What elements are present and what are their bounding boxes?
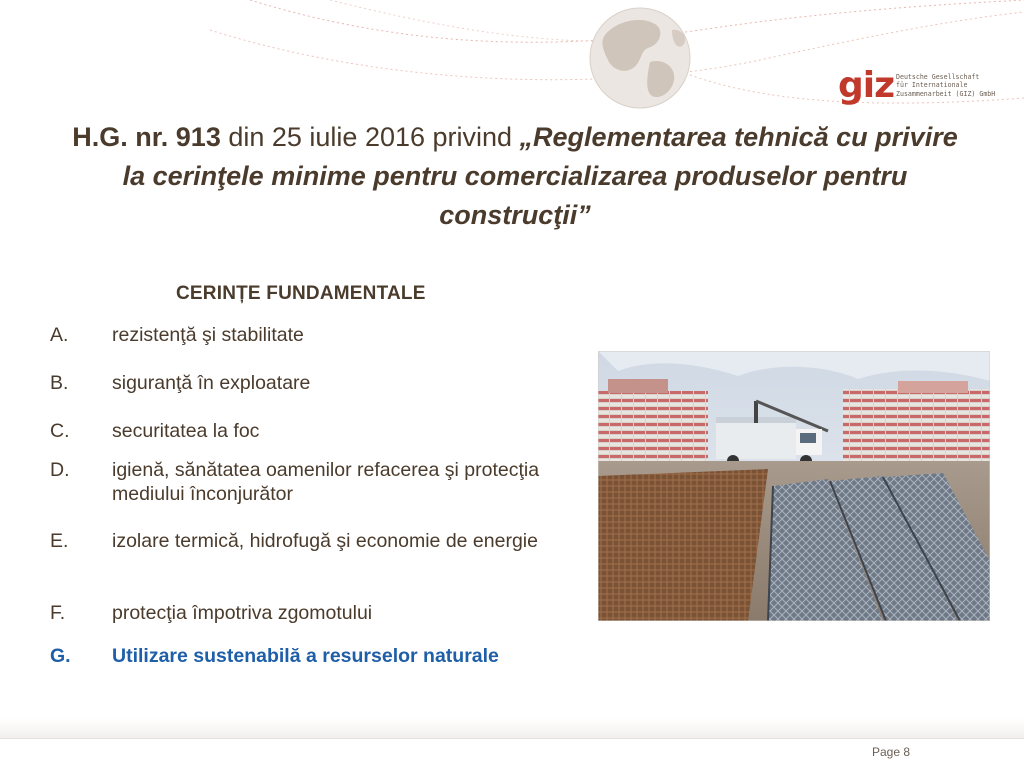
construction-materials-photo: [598, 351, 990, 621]
page-number: Page 8: [872, 745, 911, 759]
requirement-item: [50, 419, 590, 458]
requirement-text: igienă, sănătatea oamenilor refacerea şi protecţia mediului înconjurător: [112, 459, 540, 505]
requirement-letter: C.: [50, 420, 70, 442]
requirement-item-highlighted: [50, 644, 590, 670]
requirement-text: siguranţă în exploatare: [112, 372, 311, 394]
giz-logo-mark: giz: [838, 65, 895, 106]
requirement-item: [50, 601, 590, 644]
requirement-letter: F.: [50, 602, 66, 624]
requirement-item: [50, 529, 578, 601]
giz-logo-text: Deutsche Gesellschaft für Internationale Zusammenarbeit (GIZ) GmbH: [896, 73, 996, 98]
title-decree-name: „Reglementarea tehnică cu privire la cerinţele minime pentru comercializarea produselor pentru construcţii”: [122, 122, 958, 230]
requirement-letter: B.: [50, 372, 69, 394]
requirement-text: izolare termică, hidrofugă şi economie de energie: [112, 530, 538, 552]
requirement-letter: D.: [50, 459, 70, 481]
title-date: din 25 iulie 2016 privind: [220, 122, 520, 152]
footer-divider: [0, 738, 1024, 739]
globe-icon: [590, 8, 690, 108]
slide-title: [60, 118, 970, 235]
requirement-letter: E.: [50, 530, 69, 552]
requirement-item: [50, 371, 590, 419]
requirement-text: securitatea la foc: [112, 420, 260, 442]
requirement-item: [50, 458, 578, 529]
giz-logo: [838, 65, 998, 108]
section-subheading: CERINȚE FUNDAMENTALE: [176, 283, 426, 304]
requirement-text: rezistenţă şi stabilitate: [112, 324, 304, 346]
requirement-text: Utilizare sustenabilă a resurselor naturale: [112, 645, 499, 667]
requirement-text: protecţia împotriva zgomotului: [112, 602, 373, 624]
requirement-letter: A.: [50, 324, 69, 346]
requirements-list: [50, 323, 590, 670]
requirement-letter: G.: [50, 645, 71, 667]
requirement-item: [50, 323, 590, 371]
footer-band: [0, 718, 1024, 738]
title-decree-number: H.G. nr. 913: [72, 122, 221, 152]
